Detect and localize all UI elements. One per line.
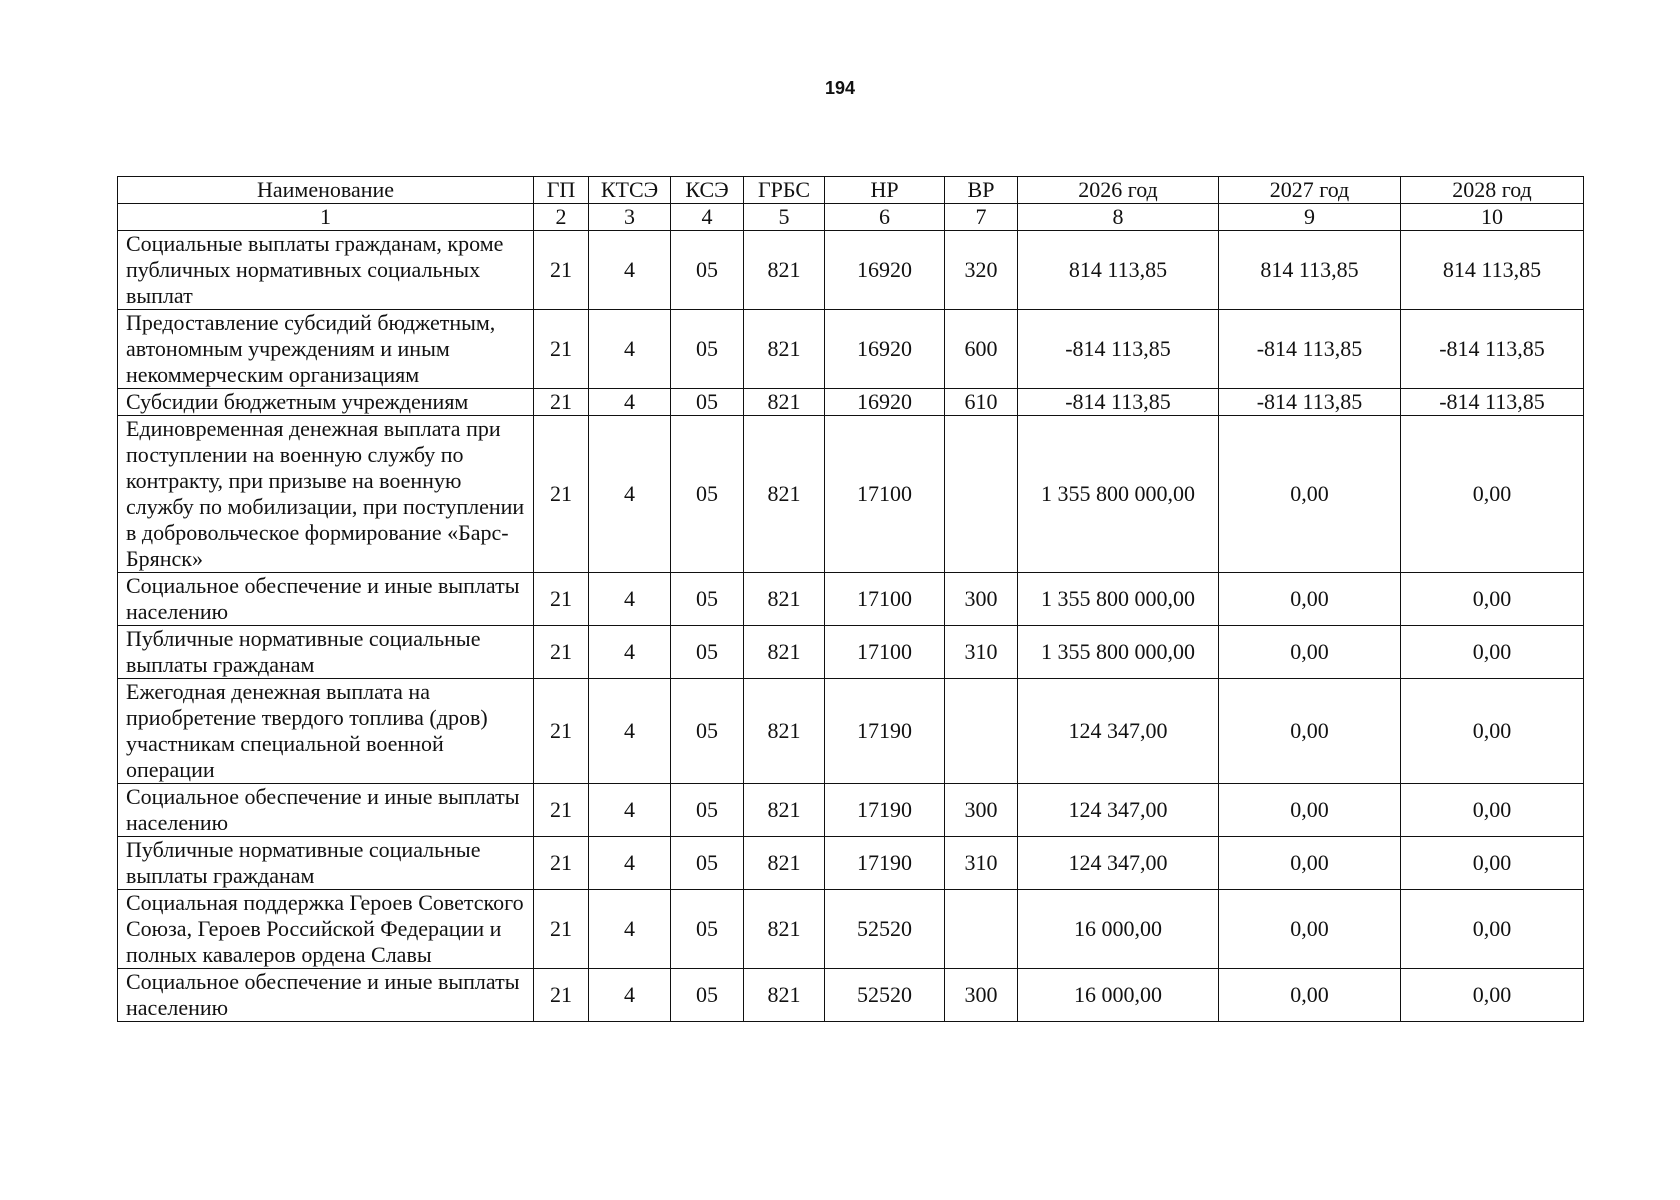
gp-cell: 21 xyxy=(534,626,589,679)
amount-2028-cell: -814 113,85 xyxy=(1401,310,1584,389)
amount-2028-cell: 0,00 xyxy=(1401,573,1584,626)
column-number-cell: 10 xyxy=(1401,204,1584,231)
amount-2027-cell: 814 113,85 xyxy=(1219,231,1401,310)
nr-cell: 17100 xyxy=(825,416,945,573)
column-number-cell: 8 xyxy=(1018,204,1219,231)
ktse-cell: 4 xyxy=(589,626,671,679)
amount-2028-cell: 814 113,85 xyxy=(1401,231,1584,310)
vr-cell: 300 xyxy=(945,969,1018,1022)
vr-cell xyxy=(945,679,1018,784)
grbs-cell: 821 xyxy=(744,837,825,890)
column-number-cell: 4 xyxy=(671,204,744,231)
header-cell: 2026 год xyxy=(1018,177,1219,204)
header-cell: НР xyxy=(825,177,945,204)
table-row xyxy=(118,969,1584,1022)
amount-2026-cell: 1 355 800 000,00 xyxy=(1018,573,1219,626)
ktse-cell: 4 xyxy=(589,969,671,1022)
amount-2026-cell: 16 000,00 xyxy=(1018,969,1219,1022)
amount-2026-cell: 124 347,00 xyxy=(1018,679,1219,784)
grbs-cell: 821 xyxy=(744,231,825,310)
column-number-row xyxy=(118,204,1584,231)
vr-cell: 300 xyxy=(945,573,1018,626)
amount-2027-cell: -814 113,85 xyxy=(1219,310,1401,389)
amount-2028-cell: 0,00 xyxy=(1401,784,1584,837)
column-number-cell: 5 xyxy=(744,204,825,231)
column-number-cell: 1 xyxy=(118,204,534,231)
amount-2027-cell: -814 113,85 xyxy=(1219,389,1401,416)
gp-cell: 21 xyxy=(534,231,589,310)
ktse-cell: 4 xyxy=(589,679,671,784)
column-number-cell: 6 xyxy=(825,204,945,231)
row-name: Единовременная денежная выплата при поступлении на военную службу по контракту, при призыве на военную службу по мобилизации, при поступлении в добровольческое формирование «Барс-Брянск» xyxy=(118,416,534,573)
table-row xyxy=(118,231,1584,310)
gp-cell: 21 xyxy=(534,416,589,573)
nr-cell: 17190 xyxy=(825,837,945,890)
amount-2028-cell: 0,00 xyxy=(1401,679,1584,784)
amount-2027-cell: 0,00 xyxy=(1219,679,1401,784)
amount-2027-cell: 0,00 xyxy=(1219,784,1401,837)
grbs-cell: 821 xyxy=(744,969,825,1022)
gp-cell: 21 xyxy=(534,679,589,784)
amount-2027-cell: 0,00 xyxy=(1219,626,1401,679)
header-cell: Наименование xyxy=(118,177,534,204)
header-row xyxy=(118,177,1584,204)
amount-2026-cell: 124 347,00 xyxy=(1018,784,1219,837)
grbs-cell: 821 xyxy=(744,416,825,573)
grbs-cell: 821 xyxy=(744,679,825,784)
amount-2028-cell: 0,00 xyxy=(1401,416,1584,573)
amount-2026-cell: -814 113,85 xyxy=(1018,310,1219,389)
kse-cell: 05 xyxy=(671,626,744,679)
vr-cell: 600 xyxy=(945,310,1018,389)
row-name: Публичные нормативные социальные выплаты гражданам xyxy=(118,837,534,890)
nr-cell: 17100 xyxy=(825,573,945,626)
header-cell: КТСЭ xyxy=(589,177,671,204)
kse-cell: 05 xyxy=(671,679,744,784)
nr-cell: 52520 xyxy=(825,969,945,1022)
ktse-cell: 4 xyxy=(589,416,671,573)
gp-cell: 21 xyxy=(534,573,589,626)
ktse-cell: 4 xyxy=(589,231,671,310)
gp-cell: 21 xyxy=(534,784,589,837)
gp-cell: 21 xyxy=(534,890,589,969)
vr-cell: 320 xyxy=(945,231,1018,310)
table-row xyxy=(118,310,1584,389)
table-row xyxy=(118,837,1584,890)
grbs-cell: 821 xyxy=(744,784,825,837)
table-row xyxy=(118,784,1584,837)
header-cell: ГРБС xyxy=(744,177,825,204)
kse-cell: 05 xyxy=(671,389,744,416)
table-row xyxy=(118,389,1584,416)
kse-cell: 05 xyxy=(671,784,744,837)
gp-cell: 21 xyxy=(534,310,589,389)
ktse-cell: 4 xyxy=(589,310,671,389)
row-name: Социальные выплаты гражданам, кроме публичных нормативных социальных выплат xyxy=(118,231,534,310)
table-row xyxy=(118,573,1584,626)
budget-table xyxy=(117,176,1584,1022)
amount-2026-cell: -814 113,85 xyxy=(1018,389,1219,416)
row-name: Субсидии бюджетным учреждениям xyxy=(118,389,534,416)
page-number: 194 xyxy=(824,78,856,98)
grbs-cell: 821 xyxy=(744,890,825,969)
amount-2026-cell: 124 347,00 xyxy=(1018,837,1219,890)
kse-cell: 05 xyxy=(671,969,744,1022)
column-number-cell: 3 xyxy=(589,204,671,231)
table-row xyxy=(118,679,1584,784)
vr-cell: 310 xyxy=(945,626,1018,679)
ktse-cell: 4 xyxy=(589,573,671,626)
vr-cell: 310 xyxy=(945,837,1018,890)
amount-2028-cell: 0,00 xyxy=(1401,969,1584,1022)
row-name: Социальное обеспечение и иные выплаты населению xyxy=(118,573,534,626)
nr-cell: 17100 xyxy=(825,626,945,679)
vr-cell xyxy=(945,890,1018,969)
nr-cell: 52520 xyxy=(825,890,945,969)
table-row xyxy=(118,890,1584,969)
header-cell: 2028 год xyxy=(1401,177,1584,204)
row-name: Социальное обеспечение и иные выплаты населению xyxy=(118,784,534,837)
vr-cell: 300 xyxy=(945,784,1018,837)
gp-cell: 21 xyxy=(534,389,589,416)
amount-2028-cell: 0,00 xyxy=(1401,837,1584,890)
kse-cell: 05 xyxy=(671,837,744,890)
vr-cell xyxy=(945,416,1018,573)
column-number-cell: 9 xyxy=(1219,204,1401,231)
column-number-cell: 2 xyxy=(534,204,589,231)
kse-cell: 05 xyxy=(671,310,744,389)
kse-cell: 05 xyxy=(671,416,744,573)
amount-2026-cell: 1 355 800 000,00 xyxy=(1018,416,1219,573)
nr-cell: 16920 xyxy=(825,231,945,310)
table-row xyxy=(118,416,1584,573)
nr-cell: 17190 xyxy=(825,679,945,784)
ktse-cell: 4 xyxy=(589,890,671,969)
gp-cell: 21 xyxy=(534,969,589,1022)
amount-2026-cell: 16 000,00 xyxy=(1018,890,1219,969)
amount-2027-cell: 0,00 xyxy=(1219,837,1401,890)
amount-2027-cell: 0,00 xyxy=(1219,969,1401,1022)
kse-cell: 05 xyxy=(671,231,744,310)
header-cell: ГП xyxy=(534,177,589,204)
nr-cell: 16920 xyxy=(825,310,945,389)
gp-cell: 21 xyxy=(534,837,589,890)
grbs-cell: 821 xyxy=(744,626,825,679)
amount-2028-cell: 0,00 xyxy=(1401,626,1584,679)
header-cell: 2027 год xyxy=(1219,177,1401,204)
amount-2028-cell: -814 113,85 xyxy=(1401,389,1584,416)
amount-2027-cell: 0,00 xyxy=(1219,573,1401,626)
amount-2027-cell: 0,00 xyxy=(1219,890,1401,969)
amount-2028-cell: 0,00 xyxy=(1401,890,1584,969)
row-name: Социальная поддержка Героев Советского Союза, Героев Российской Федерации и полных кавалеров ордена Славы xyxy=(118,890,534,969)
vr-cell: 610 xyxy=(945,389,1018,416)
nr-cell: 17190 xyxy=(825,784,945,837)
amount-2026-cell: 814 113,85 xyxy=(1018,231,1219,310)
row-name: Ежегодная денежная выплата на приобретение твердого топлива (дров) участникам специальной военной операции xyxy=(118,679,534,784)
header-cell: КСЭ xyxy=(671,177,744,204)
ktse-cell: 4 xyxy=(589,837,671,890)
nr-cell: 16920 xyxy=(825,389,945,416)
row-name: Предоставление субсидий бюджетным, автономным учреждениям и иным некоммерческим организациям xyxy=(118,310,534,389)
header-cell: ВР xyxy=(945,177,1018,204)
kse-cell: 05 xyxy=(671,573,744,626)
grbs-cell: 821 xyxy=(744,573,825,626)
table-row xyxy=(118,626,1584,679)
amount-2026-cell: 1 355 800 000,00 xyxy=(1018,626,1219,679)
kse-cell: 05 xyxy=(671,890,744,969)
grbs-cell: 821 xyxy=(744,389,825,416)
grbs-cell: 821 xyxy=(744,310,825,389)
row-name: Публичные нормативные социальные выплаты гражданам xyxy=(118,626,534,679)
ktse-cell: 4 xyxy=(589,389,671,416)
amount-2027-cell: 0,00 xyxy=(1219,416,1401,573)
row-name: Социальное обеспечение и иные выплаты населению xyxy=(118,969,534,1022)
column-number-cell: 7 xyxy=(945,204,1018,231)
ktse-cell: 4 xyxy=(589,784,671,837)
